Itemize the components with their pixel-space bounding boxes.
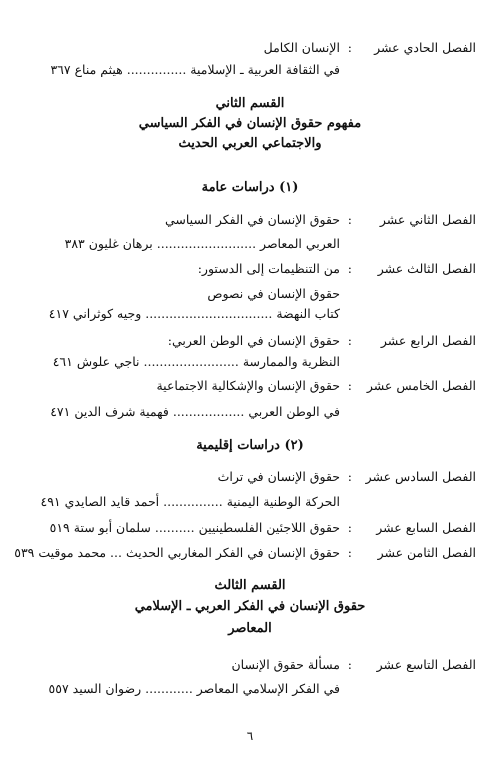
section-heading-continued: المعاصر xyxy=(228,621,272,636)
colon: : xyxy=(347,333,352,348)
chapter-title-continued: حقوق الإنسان في نصوص xyxy=(207,286,340,301)
chapter-label: الفصل السابع عشر xyxy=(376,520,476,535)
colon: : xyxy=(347,40,352,55)
chapter-label: الفصل الثامن عشر xyxy=(377,545,476,560)
subsection-heading: (٢) دراسات إقليمية xyxy=(196,438,304,453)
chapter-title: حقوق الإنسان في تراث xyxy=(217,469,340,484)
colon: : xyxy=(347,261,352,276)
chapter-title-continued: في الثقافة العربية ـ الإسلامية ............... هيثم مناع ٣٦٧ xyxy=(50,62,340,77)
section-heading: حقوق الإنسان في الفكر العربي ـ الإسلامي xyxy=(134,599,366,614)
page-number: ٦ xyxy=(246,729,254,743)
chapter-title: حقوق الإنسان في الفكر المغاربي الحديث ... محمد موقيت ٥٣٩ xyxy=(14,545,340,560)
chapter-title-continued: في الفكر الإسلامي المعاصر ............ رضوان السيد ٥٥٧ xyxy=(48,681,340,696)
chapter-label: الفصل الثالث عشر xyxy=(377,261,476,276)
chapter-title-continued: في الوطن العربي .................. فهمية شرف الدين ٤٧١ xyxy=(50,404,340,419)
section-title: القسم الثالث xyxy=(214,578,286,593)
colon: : xyxy=(347,378,352,393)
chapter-label: الفصل الحادي عشر xyxy=(374,40,476,55)
chapter-title: الإنسان الكامل xyxy=(263,40,340,55)
colon: : xyxy=(347,469,352,484)
colon: : xyxy=(347,212,352,227)
chapter-title: مسألة حقوق الإنسان xyxy=(231,657,340,672)
colon: : xyxy=(347,545,352,560)
chapter-title: حقوق اللاجئين الفلسطينيين .......... سلمان أبو ستة ٥١٩ xyxy=(49,520,340,535)
section-title: القسم الثاني xyxy=(215,96,285,111)
chapter-title-continued: كتاب النهضة ................................ وجيه كوثراني ٤١٧ xyxy=(48,306,340,321)
chapter-title: من التنظيمات إلى الدستور: xyxy=(197,261,340,276)
chapter-title: حقوق الإنسان في الوطن العربي: xyxy=(167,333,340,348)
colon: : xyxy=(347,520,352,535)
chapter-label: الفصل الثاني عشر xyxy=(379,212,476,227)
chapter-title: حقوق الإنسان في الفكر السياسي xyxy=(164,212,340,227)
chapter-title-continued: العربي المعاصر ......................... برهان غليون ٣٨٣ xyxy=(64,236,340,251)
colon: : xyxy=(347,657,352,672)
chapter-title: حقوق الإنسان والإشكالية الاجتماعية xyxy=(156,378,340,393)
section-heading-continued: والاجتماعي العربي الحديث xyxy=(178,136,322,151)
chapter-label: الفصل الخامس عشر xyxy=(366,378,476,393)
chapter-label: الفصل السادس عشر xyxy=(365,469,476,484)
chapter-title-continued: النظرية والممارسة ........................ ناجي علوش ٤٦١ xyxy=(52,354,340,369)
subsection-heading: (١) دراسات عامة xyxy=(201,180,299,195)
chapter-label: الفصل الرابع عشر xyxy=(380,333,476,348)
chapter-title-continued: الحركة الوطنية اليمنية ............... أحمد قايد الصايدي ٤٩١ xyxy=(40,494,340,509)
chapter-label: الفصل التاسع عشر xyxy=(376,657,476,672)
section-heading: مفهوم حقوق الإنسان في الفكر السياسي xyxy=(138,116,362,131)
